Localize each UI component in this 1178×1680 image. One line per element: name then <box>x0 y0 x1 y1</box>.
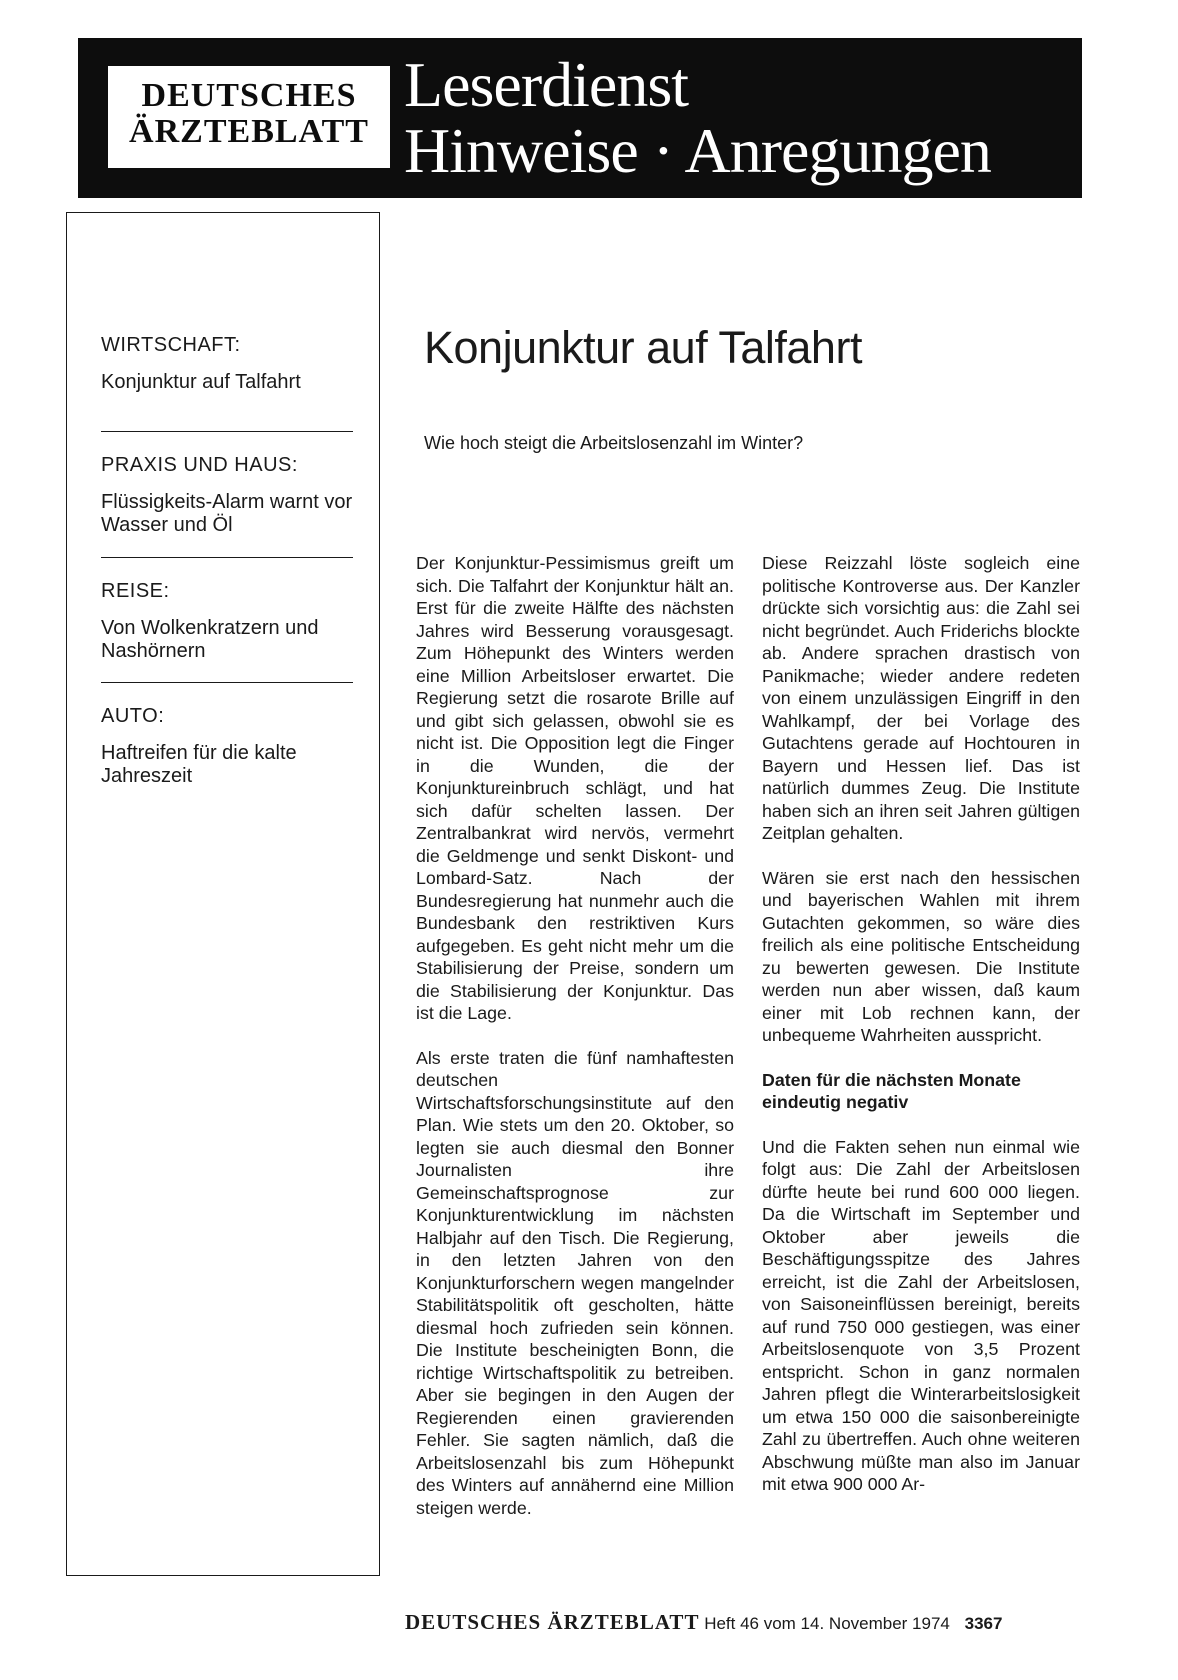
sidebar-item-wirtschaft <box>101 333 353 394</box>
masthead-banner <box>78 38 1082 198</box>
contents-sidebar <box>66 212 380 1576</box>
footer-issue: Heft 46 vom 14. November 1974 <box>704 1614 950 1633</box>
sidebar-item-label: PRAXIS UND HAUS: <box>101 454 298 476</box>
paragraph: Und die Fakten sehen nun einmal wie folgt aus: Die Zahl der Arbeitslosen dürfte heute bei rund 600 000 liegen. Da die Wirtschaft im September und Oktober aber jeweils die Beschäftigungsspitze des Jahres erreicht, ist die Zahl der Arbeitslosen, von Saisoneinflüssen bereinigt, bereits auf rund 750 000 gestiegen, was einer Arbeitslosenquote von 3,5 Prozent entspricht. Schon in ganz normalen Jahren pflegt die Winterarbeitslosigkeit um etwa 150 000 die saisonbereinigte Zahl zu übertreffen. Auch ohne weiteren Abschwung müßte man also im Januar mit etwa 900 000 Ar- <box>762 1136 1080 1494</box>
logo-line-2: ÄRZTEBLATT <box>129 113 369 150</box>
sidebar-divider <box>101 682 353 683</box>
article-subheadline: Wie hoch steigt die Arbeitslosenzahl im Winter? <box>424 433 804 453</box>
sidebar-item-auto <box>101 704 353 788</box>
logo-line-1: DEUTSCHES <box>141 77 357 114</box>
sidebar-divider <box>101 557 353 558</box>
page-footer <box>405 1610 1002 1635</box>
sidebar-item-reise <box>101 579 353 663</box>
article-column-1 <box>416 552 734 1541</box>
sidebar-item-label: AUTO: <box>101 705 165 727</box>
section-title-line-2: Hinweise · Anregungen <box>404 115 991 186</box>
sidebar-item-text: Flüssigkeits-Alarm warnt vor Wasser und Öl <box>101 491 353 536</box>
section-title-line-1: Leserdienst <box>404 49 688 120</box>
sidebar-item-praxis <box>101 453 353 537</box>
sidebar-item-text: Von Wolkenkratzern und Nashörnern <box>101 617 319 662</box>
paragraph: Diese Reizzahl löste sogleich eine politische Kontroverse aus. Der Kanzler drückte sich vorsichtig aus: die Zahl sei nicht begründet. Auch Friderichs blockte ab. Andere sprachen drastisch von Panikmache; wieder andere redeten von einem unzulässigen Eingriff in den Wahlkampf, der bei Vorlage des Gutachtens gerade auf Hochtouren in Bayern und Hessen lief. Das ist natürlich dummes Zeug. Die Institute haben sich an ihren seit Jahren gültigen Zeitplan gehalten. <box>762 553 1080 843</box>
article-column-2 <box>762 552 1080 1518</box>
paragraph: Wären sie erst nach den hessischen und bayerischen Wahlen mit ihrem Gutachten gekommen, so wäre dies freilich als eine politische Entscheidung zu bewerten gewesen. Die Institute werden nun aber wissen, daß kaum einer mit Lob rechnen kann, der unbequeme Wahrheiten ausspricht. <box>762 867 1080 1045</box>
sidebar-item-text: Konjunktur auf Talfahrt <box>101 371 301 393</box>
footer-journal-name: DEUTSCHES ÄRZTEBLATT <box>405 1610 700 1634</box>
sidebar-item-text: Haftreifen für die kalte Jahreszeit <box>101 742 297 787</box>
sidebar-item-label: REISE: <box>101 580 170 602</box>
section-heading: Daten für die nächsten Monate eindeutig negativ <box>762 1069 1021 1112</box>
page-number: 3367 <box>964 1614 1003 1633</box>
section-title <box>404 49 991 186</box>
paragraph: Der Konjunktur-Pessimismus greift um sich. Die Talfahrt der Konjunktur hält an. Erst für die zweite Hälfte des nächsten Jahres wird Besserung vorausgesagt. Zum Höhepunkt des Winters werden eine Million Arbeitsloser erwartet. Die Regierung setzt die rosarote Brille auf und gibt sich gelassen, obwohl sie es nicht ist. Die Opposition legt die Finger in die Wunden, die der Konjunktureinbruch schlägt, und hat sich dafür schelten lassen. Der Zentralbankrat wird nervös, vermehrt die Geldmenge und senkt Diskont- und Lombard-Satz. Nach der Bundesregierung hat nunmehr auch die Bundesbank den restriktiven Kurs aufgegeben. Es geht nicht mehr um die Stabilisierung der Preise, sondern um die Stabilisierung der Konjunktur. Das ist die Lage. <box>416 553 734 1023</box>
article-headline: Konjunktur auf Talfahrt <box>424 322 862 373</box>
sidebar-item-label: WIRTSCHAFT: <box>101 334 241 356</box>
sidebar-divider <box>101 431 353 432</box>
paragraph: Als erste traten die fünf namhaftesten deutschen Wirtschaftsforschungsinstitute auf den Plan. Wie stets um den 20. Oktober, so legten sie auch diesmal den Bonner Journalisten ihre Gemeinschaftsprognose zur Konjunkturentwicklung im nächsten Halbjahr auf den Tisch. Die Regierung, in den letzten Jahren von den Konjunkturforschern wegen mangelnder Stabilitätspolitik oft gescholten, hätte diesmal hoch zufrieden sein können. Die Institute bescheinigten Bonn, die richtige Wirtschaftspolitik zu betreiben. Aber sie begingen in den Augen der Regierenden einen gravierenden Fehler. Sie sagten nämlich, daß die Arbeitslosenzahl bis zum Höhepunkt des Winters auf annähernd eine Million steigen werde. <box>416 1047 734 1518</box>
journal-logo <box>108 66 390 168</box>
